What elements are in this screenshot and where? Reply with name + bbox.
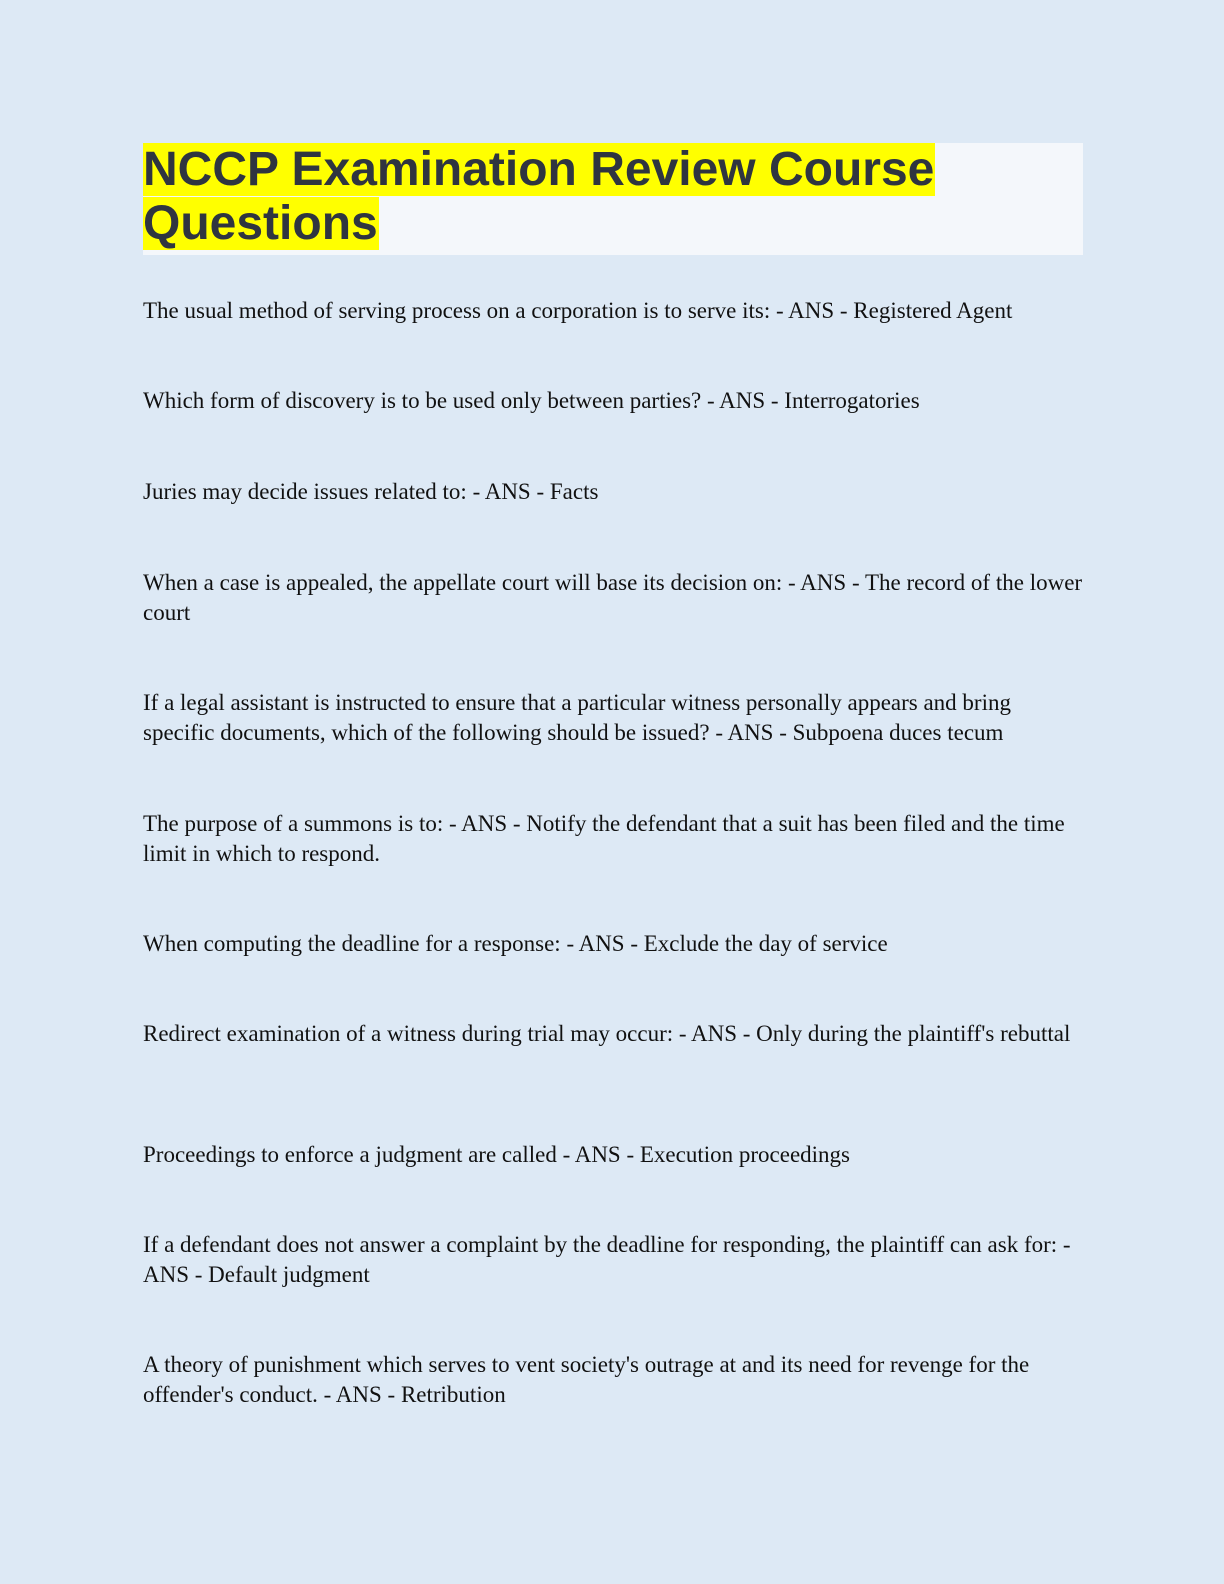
qa-item-1: The usual method of serving process on a corporation is to serve its: - ANS - Registered Agent xyxy=(143,298,1013,323)
title-highlight: NCCP Examination Review Course Questions xyxy=(143,143,935,250)
qa-item-11: A theory of punishment which serves to vent society's outrage at and its need for revenge for the offender's conduct. - ANS - Retribution xyxy=(143,1352,1030,1407)
page-title xyxy=(143,143,1083,251)
title-block xyxy=(143,143,1083,255)
qa-item-8: Redirect examination of a witness during trial may occur: - ANS - Only during the plaintiff's rebuttal xyxy=(143,1021,1071,1046)
qa-item-5: If a legal assistant is instructed to ensure that a particular witness personally appears and bring specific documents, which of the following should be issued? - ANS - Subpoena duces tecum xyxy=(143,690,1011,745)
qa-item-10: If a defendant does not answer a complaint by the deadline for responding, the plaintiff can ask for: - ANS - Default judgment xyxy=(143,1232,1071,1287)
qa-item-3: Juries may decide issues related to: - ANS - Facts xyxy=(143,479,599,504)
qa-item-4: When a case is appealed, the appellate court will base its decision on: - ANS - The record of the lower court xyxy=(143,570,1083,625)
qa-item-7: When computing the deadline for a response: - ANS - Exclude the day of service xyxy=(143,931,888,956)
qa-item-2: Which form of discovery is to be used only between parties? - ANS - Interrogatories xyxy=(143,388,920,413)
qa-item-9: Proceedings to enforce a judgment are called - ANS - Execution proceedings xyxy=(143,1142,851,1167)
qa-item-6: The purpose of a summons is to: - ANS - Notify the defendant that a suit has been filed and the time limit in which to respond. xyxy=(143,811,1065,866)
